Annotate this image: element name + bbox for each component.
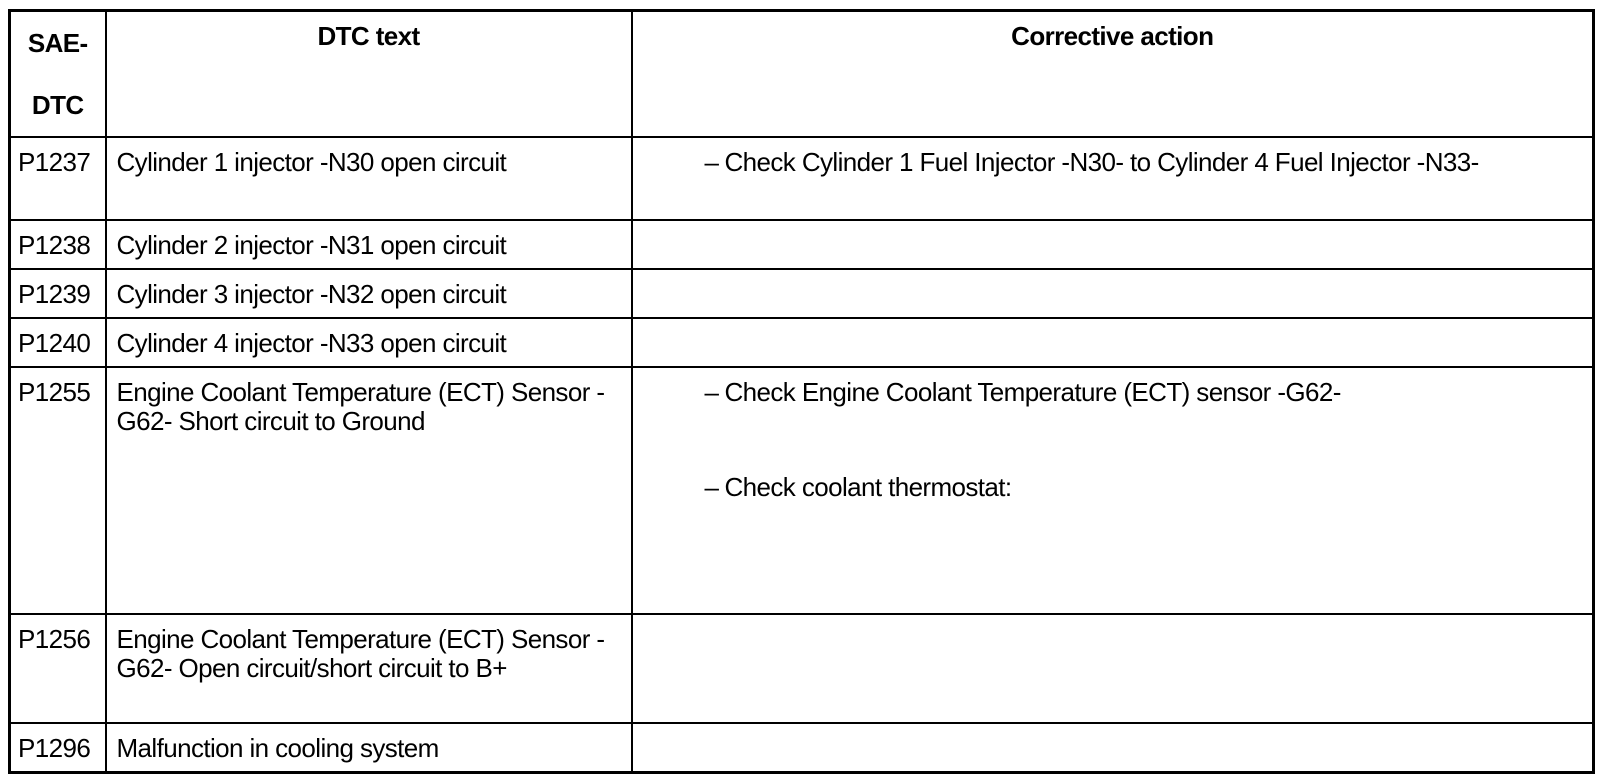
dtc-text: Engine Coolant Temperature (ECT) Sensor -G62- Short circuit to Ground — [106, 367, 632, 614]
corrective-action-cell — [632, 318, 1594, 367]
table-row — [10, 269, 1594, 318]
table-row — [10, 723, 1594, 772]
corrective-action-cell — [632, 614, 1594, 723]
dtc-text: Malfunction in cooling system — [106, 723, 632, 772]
header-dtc-text: DTC text — [106, 11, 632, 138]
dtc-text: Cylinder 4 injector -N33 open circuit — [106, 318, 632, 367]
action-text: Check coolant thermostat: — [724, 472, 1012, 502]
dtc-text: Engine Coolant Temperature (ECT) Sensor -G62- Open circuit/short circuit to B+ — [106, 614, 632, 723]
corrective-action-cell — [632, 367, 1594, 614]
corrective-action-cell — [632, 723, 1594, 772]
header-sae-line2: DTC — [31, 90, 84, 120]
dtc-text: Cylinder 1 injector -N30 open circuit — [106, 137, 632, 220]
header-sae-dtc — [10, 11, 106, 138]
dtc-code: P1238 — [10, 220, 106, 269]
table-row — [10, 367, 1594, 614]
dash-bullet: – — [704, 377, 719, 407]
dtc-table — [8, 9, 1595, 774]
action-item — [705, 148, 1573, 177]
corrective-action-cell — [632, 137, 1594, 220]
dtc-code: P1239 — [10, 269, 106, 318]
table-row — [10, 137, 1594, 220]
dtc-text: Cylinder 3 injector -N32 open circuit — [106, 269, 632, 318]
dash-bullet: – — [704, 472, 719, 502]
header-sae-line1: SAE- — [27, 28, 88, 58]
dtc-code: P1240 — [10, 318, 106, 367]
dtc-code: P1237 — [10, 137, 106, 220]
action-text: Check Cylinder 1 Fuel Injector -N30- to Cylinder 4 Fuel Injector -N33- — [724, 147, 1479, 177]
corrective-action-cell — [632, 220, 1594, 269]
table-row — [10, 614, 1594, 723]
table-row — [10, 318, 1594, 367]
dash-bullet: – — [704, 147, 719, 177]
dtc-code: P1255 — [10, 367, 106, 614]
action-text: Check Engine Coolant Temperature (ECT) sensor -G62- — [724, 377, 1341, 407]
header-corrective-action: Corrective action — [632, 11, 1594, 138]
dtc-code: P1256 — [10, 614, 106, 723]
table-row — [10, 220, 1594, 269]
dtc-text: Cylinder 2 injector -N31 open circuit — [106, 220, 632, 269]
corrective-action-cell — [632, 269, 1594, 318]
header-row — [10, 11, 1594, 138]
dtc-code: P1296 — [10, 723, 106, 772]
action-item — [705, 473, 1573, 502]
action-item — [705, 378, 1573, 407]
